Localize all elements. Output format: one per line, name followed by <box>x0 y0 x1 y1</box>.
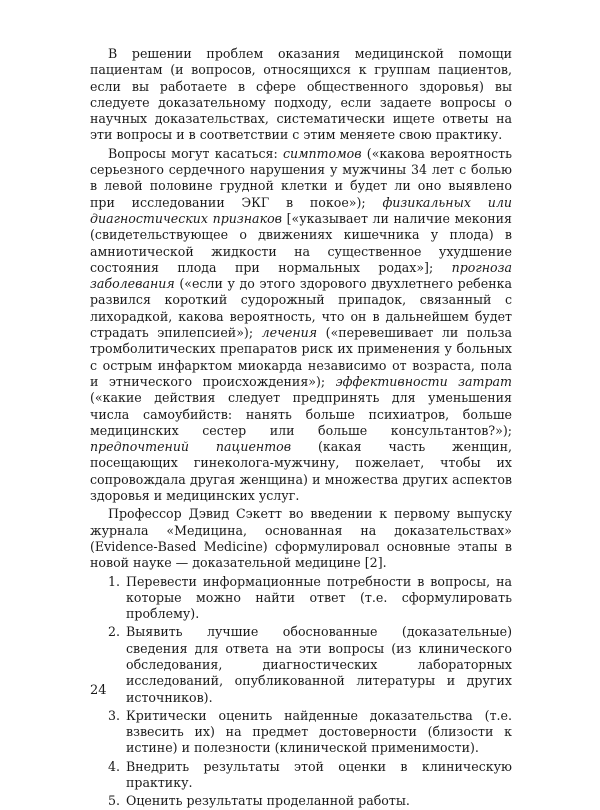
step-text: Выявить лучшие обоснованные (доказательные) сведения для ответа на эти вопросы (из клинического обследования, диагностических лабораторных исследований, опубликованной литературы и других источников). <box>126 624 512 705</box>
italic-term: лечения <box>261 325 318 341</box>
text-run: [«указывает ли наличие мекония (свидетельствующее о движениях кишечника у плода) в амниотической жидкости на существенное ухудшение состояния плода при нормальных родах»]; <box>90 210 512 275</box>
text-run: («если у до этого здорового двухлетнего ребенка развился короткий судорожный припадок, связанный с лихорадкой, какова вероятность, что он в дальнейшем будет страдать эпилепсией»); <box>90 276 512 341</box>
page-number: 24 <box>90 683 107 698</box>
step-number: 1. <box>108 573 121 589</box>
text-run: («перевешивает ли польза тромболитических препаратов риск их применения у больных с острым инфарктом миокарда независимо от возраста, пола и этнического происхождения»); <box>90 325 512 389</box>
paragraph <box>90 506 512 571</box>
text-run: («какова вероятность серьезного сердечного нарушения у мужчины 34 лет с болью в левой половине грудной клетки и будет ли оно выявлено при исследовании ЭКГ в покое»); <box>90 145 512 210</box>
text-run: Вопросы могут касаться: <box>108 145 283 161</box>
step-number: 5. <box>108 793 121 809</box>
text-run: (какая часть женщин, посещающих гинеколога-мужчину, пожелает, чтобы их сопровождала другая женщина) и множества других аспектов здоровья и медицинских услуг. <box>90 439 512 504</box>
paragraph <box>90 146 512 505</box>
step-number: 2. <box>108 624 121 640</box>
paragraph <box>90 46 512 144</box>
step-number: 4. <box>108 758 121 774</box>
step-number: 3. <box>108 707 121 723</box>
text-run: Профессор Дэвид Сэкетт во введении к первому выпуску журнала «Медицина, основанная на доказательствах» (Evidence-Based Medicine) сформулировал основные этапы в новой науке — доказательной медицине [2]. <box>90 506 512 571</box>
text-run: («какие действия следует предпринять для уменьшения числа самоубийств: нанять больше психиатров, больше медицинских сестер или больше консультантов?»); <box>90 390 512 438</box>
step-text: Перевести информационные потребности в вопросы, на которые можно найти ответ (т.е. сформулировать проблему). <box>126 573 512 622</box>
italic-term: прогноза заболевания <box>90 259 512 292</box>
step-item <box>90 793 512 809</box>
step-text: Критически оценить найденные доказательства (т.е. взвесить их) на предмет достоверности (близости к истине) и полезности (клинической применимости). <box>126 707 512 756</box>
step-item <box>90 574 512 623</box>
italic-term: эффективности затрат <box>335 373 512 389</box>
steps-list <box>90 574 512 810</box>
step-item <box>90 708 512 757</box>
step-item <box>90 759 512 792</box>
step-text: Оценить результаты проделанной работы. <box>126 793 410 809</box>
step-item <box>90 624 512 705</box>
italic-term: предпочтений пациентов <box>90 439 292 455</box>
step-text: Внедрить результаты этой оценки в клиническую практику. <box>126 758 512 791</box>
body-text <box>90 46 512 572</box>
italic-term: симптомов <box>282 145 362 161</box>
italic-term: физикальных или диагностических признаков <box>90 194 512 226</box>
text-run: В решении проблем оказания медицинской помощи пациентам (и вопросов, относящихся к группам пациентов, если вы работаете в сфере общественного здоровья) вы следуете доказательному подходу, если задаете вопросы о научных доказательствах, систематически ищете ответы на эти вопросы и в соответствии с этим меняете свою практику. <box>90 46 512 143</box>
